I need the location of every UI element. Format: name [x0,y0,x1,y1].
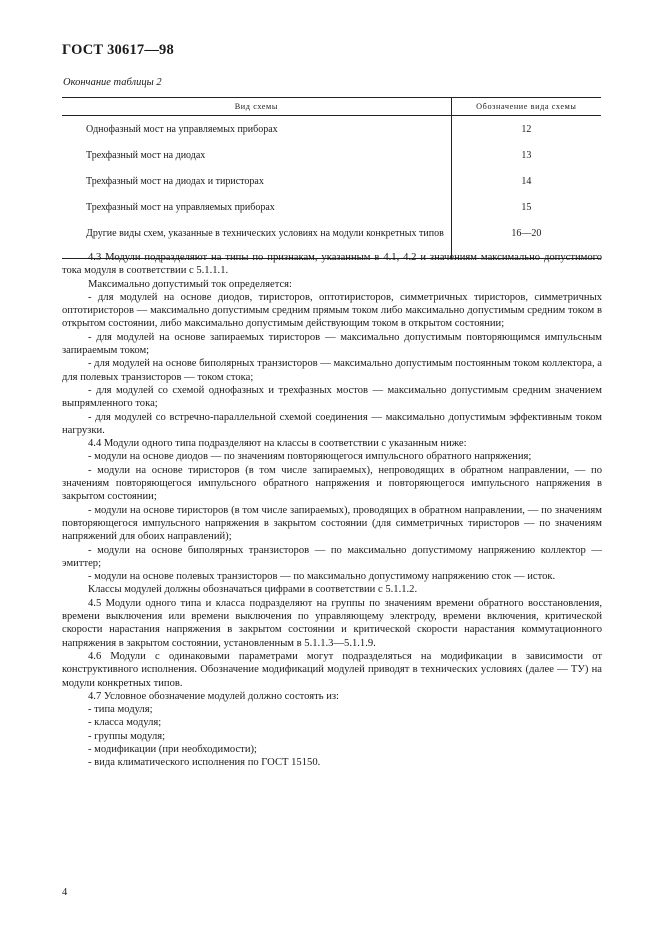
paragraph: Классы модулей должны обозначаться цифрами в соответствии с 5.1.1.2. [88,584,418,596]
table-caption: Окончание таблицы 2 [63,77,162,88]
list-item: - модули на основе тиристоров (в том числе запираемых), проводящих в обратном направлении, — по значениям повторяющегося импульсного напряжения в закрытом состоянии (для симметричных тиристоров — по значениям напряжений для обоих направлений); [62,504,602,543]
scheme-cell: Трехфазный мост на диодах и тиристорах [62,170,451,196]
table-header-row [62,98,601,116]
list-item: - группы модуля; [88,730,166,742]
list-item: - для модулей со схемой однофазных и трехфазных мостов — максимально допустимым средним значением выпрямленного тока; [62,384,602,410]
list-item: - модификации (при необходимости); [88,743,257,755]
table-row [62,170,601,196]
scheme-cell: Трехфазный мост на диодах [62,144,451,170]
column-header-scheme: Вид схемы [62,98,451,116]
list-item: - для модулей на основе запираемых тиристоров — максимально допустимым повторяющимся импульсным запираемым током; [62,331,602,357]
list-item: - для модулей на основе диодов, тиристоров, оптотиристоров, симметричных тиристоров, симметричных оптотиристоров — максимально допустимым средним прямым током либо максимально допустимым средним током в открытом состоянии, либо максимально допустимым действующим током в открытом состоянии; [62,291,602,330]
scheme-table [62,97,601,259]
table-row [62,116,601,145]
paragraph-4-4: 4.4 Модули одного типа подразделяют на классы в соответствии с указанным ниже: [88,438,467,450]
list-item: - типа модуля; [88,704,153,716]
list-item: - для модулей на основе биполярных транзисторов — максимально допустимым постоянным током коллектора, а для полевых транзисторов — током стока; [62,358,602,383]
page-number: 4 [62,887,68,898]
table-row [62,144,601,170]
list-item: - класса модуля; [88,717,162,729]
code-cell: 15 [521,202,532,213]
paragraph-4-5: 4.5 Модули одного типа и класса подразделяют на группы по значениям времени обратного восстановления, времени выключения или времени выключения по управляющему электроду, времени включения, критической скорости нарастания напряжения в закрытом состоянии и критической скорости нарастания коммутационного напряжения в закрытом состоянии, установленным в 5.1.1.3—5.1.1.9. [62,597,602,649]
list-item: - вида климатического исполнения по ГОСТ 15150. [88,757,321,769]
paragraph: Максимально допустимый ток определяется: [88,278,292,290]
list-item: - модули на основе биполярных транзисторов — по максимально допустимому напряжению коллектор — эмиттер; [62,544,602,569]
paragraph-4-7: 4.7 Условное обозначение модулей должно состоять из: [88,690,340,702]
code-cell: 12 [521,124,532,135]
document-header: ГОСТ 30617—98 [62,42,174,58]
code-cell: 16—20 [511,228,542,239]
scheme-cell: Трехфазный мост на управляемых приборах [62,196,451,222]
scheme-cell: Однофазный мост на управляемых приборах [62,116,451,145]
column-header-code: Обозначение вида схемы [451,98,601,116]
paragraph-4-6: 4.6 Модули с одинаковыми параметрами могут подразделяться на модификации в зависимости от конструктивного исполнения. Обозначение модификаций модулей приводят в технических условиях (далее — ТУ) на модули конкретных типов. [62,650,602,689]
list-item: - для модулей со встречно-параллельной схемой соединения — максимально допустимым эффективным током нагрузки. [62,411,602,436]
code-cell: 13 [521,150,532,161]
list-item: - модули на основе диодов — по значениям повторяющегося импульсного обратного напряжения; [88,451,532,463]
body-text [62,251,602,770]
list-item: - модули на основе полевых транзисторов — по максимально допустимому напряжению сток — исток. [88,571,556,583]
table-row [62,196,601,222]
scheme-cell: Другие виды схем, указанные в технических условиях на модули конкретных типов [62,222,451,254]
paragraph-4-3: 4.3 Модули подразделяют на типы по признакам, указанным в 4.1, 4.2 и значениям максимально допустимого тока модуля в соответствии с 5.1.1.1. [62,252,602,277]
code-cell: 14 [521,176,532,187]
list-item: - модули на основе тиристоров (в том числе запираемых), непроводящих в обратном направлении, — по значениям повторяющегося импульсного обратного напряжения и повторяющегося импульсного напряжения в закрытом состоянии; [62,464,602,503]
table-row [62,222,601,254]
